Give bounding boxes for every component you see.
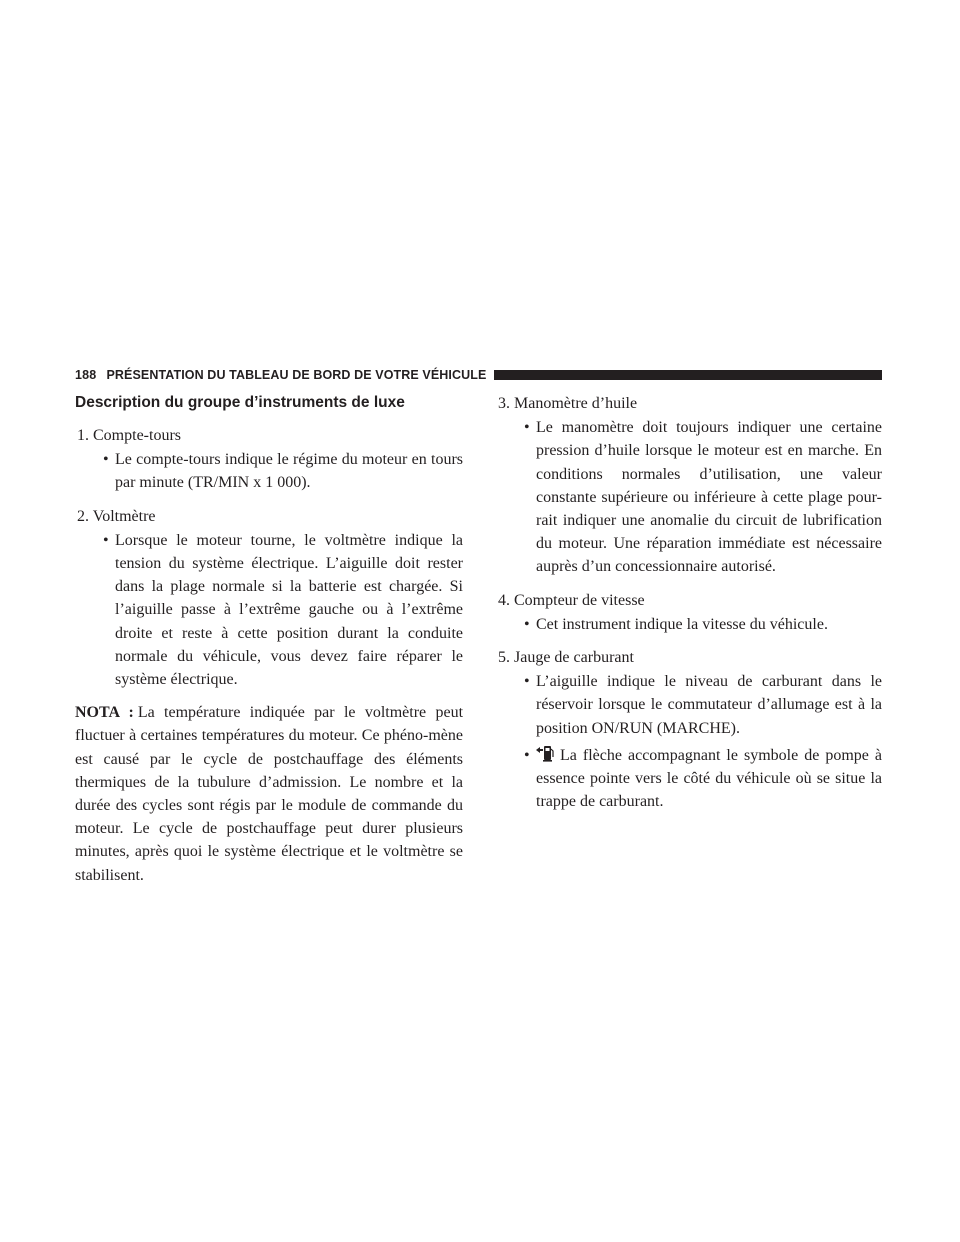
bullet-dot: • — [103, 451, 109, 469]
item-title: 4. Compteur de vitesse — [498, 591, 645, 609]
list-item-voltmeter — [75, 505, 463, 692]
bullet-item — [75, 529, 463, 691]
left-column — [75, 392, 463, 887]
running-title: PRÉSENTATION DU TABLEAU DE BORD DE VOTRE VÉHICULE — [106, 368, 487, 382]
section-heading: Description du groupe d’instruments de luxe — [75, 394, 405, 411]
list-item-fuel-gauge — [496, 646, 882, 813]
list-item-oil-pressure — [496, 392, 882, 579]
bullet-item — [496, 670, 882, 740]
bullet-dot: • — [103, 531, 109, 549]
bullet-text: Le compte-tours indique le régime du moteur en tours par minute (TR/MIN x 1 000). — [115, 451, 463, 492]
bullet-dot: • — [524, 673, 530, 691]
page-header — [75, 364, 882, 386]
bullet-text: Cet instrument indique la vitesse du véhicule. — [536, 615, 828, 633]
bullet-text: La flèche accompagnant le symbole de pompe à essence pointe vers le côté du véhicule où se situe la trappe de carburant. — [536, 746, 882, 811]
note-label: NOTA : — [75, 704, 134, 722]
item-title: 1. Compte-tours — [77, 427, 181, 444]
list-item-tachometer — [75, 424, 463, 495]
bullet-dot: • — [524, 419, 530, 437]
bullet-item — [75, 448, 463, 494]
item-title: 3. Manomètre d’huile — [498, 395, 638, 412]
bullet-item — [496, 416, 882, 578]
bullet-text: Lorsque le moteur tourne, le voltmètre indique la tension du système électrique. L’aiguille doit rester dans la plage normale si la batterie est chargée. Si l’aiguille passe à l’extrême gauche ou à l’extrême droite et reste à cette position durant la conduite normale du véhicule, vous devez faire réparer le système électrique. — [115, 531, 463, 689]
header-rule — [494, 370, 882, 380]
list-item-speedometer — [496, 589, 882, 636]
bullet-text: L’aiguille indique le niveau de carburant dans le réservoir lorsque le commutateur d’allumage est à la position ON/RUN (MARCHE). — [536, 673, 882, 737]
bullet-text: Le manomètre doit toujours indiquer une certaine pression d’huile lorsque le moteur est en marche. En conditions normales d’utilisation, une valeur constante supérieure ou inférieure à cette plage pour-rait indiquer une anomalie du circuit de lubrification du moteur. Une réparation immédiate est nécessaire auprès d’un concessionnaire autorisé. — [536, 419, 882, 576]
item-title: 2. Voltmètre — [77, 507, 156, 525]
right-column — [496, 392, 882, 823]
note-text: La température indiquée par le voltmètre peut fluctuer à certaines températures du moteur. Ce phéno-mène est causé par le cycle de postchauffage des éléments thermiques de la tubulure d’admission. Le nombre et la durée des cycles sont régis par le module de commande du moteur. Le cycle de postchauffage peut durer plusieurs minutes, après quoi le système électrique et le voltmètre se stabilisent. — [75, 704, 464, 884]
note-paragraph — [75, 701, 463, 887]
bullet-item — [496, 744, 882, 814]
item-title: 5. Jauge de carburant — [498, 649, 634, 667]
bullet-item — [496, 613, 882, 636]
fuel-pump-arrow-icon — [536, 745, 554, 762]
bullet-dot: • — [524, 746, 530, 764]
bullet-dot: • — [524, 615, 530, 633]
page-number: 188 — [75, 368, 97, 382]
